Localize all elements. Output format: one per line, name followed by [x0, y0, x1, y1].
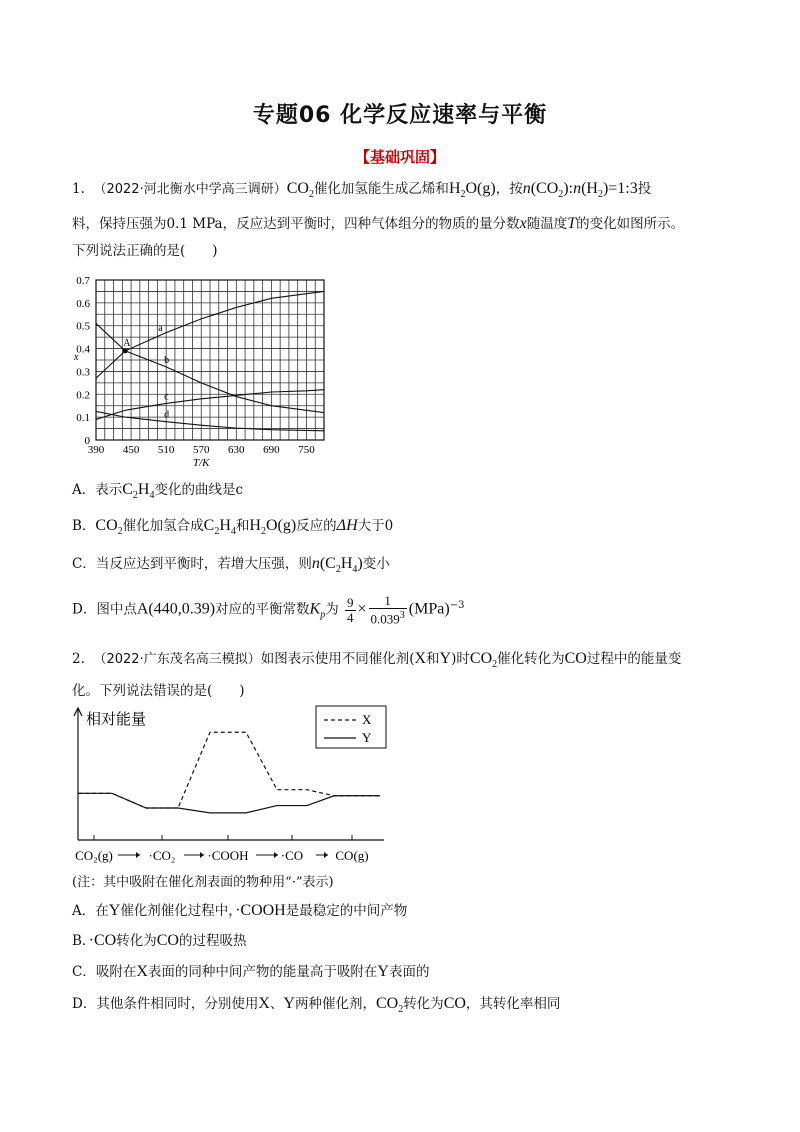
x-tick-label: 510	[157, 444, 175, 456]
q1-by: ，按	[495, 181, 523, 197]
y-tick-label: 0.6	[76, 297, 90, 310]
q1-t-var: T	[567, 215, 577, 232]
legend-label-x: X	[362, 712, 372, 727]
category-label: CO₂(g)	[75, 848, 113, 863]
y-tick-label: 0.3	[76, 366, 90, 379]
q1-stem-text: 催化加氢能生成乙烯和	[313, 181, 449, 197]
q2-option-b[interactable]: B．·CO转化为CO的过程吸热	[72, 932, 247, 949]
x-tick-label: 690	[263, 444, 280, 456]
curve-label-d: d	[164, 409, 170, 421]
category-label: ·CO₂	[148, 848, 176, 863]
x-axis-title: T/K	[192, 457, 210, 468]
energy-path-y	[78, 793, 380, 813]
q1-stem-line2: 料，保持压强为0.1 MPa，反应达到平衡时，四种气体组分的物质的量分数x随温度T的变化如图所示。	[72, 215, 685, 232]
y-tick-label: 0.7	[76, 275, 90, 287]
x-tick-label: 750	[298, 444, 315, 456]
chart-relative-energy	[66, 700, 396, 870]
category-label: ·CO	[280, 848, 304, 863]
category-label: CO(g)	[335, 848, 369, 863]
y-tick-label: 0.5	[76, 320, 90, 333]
reaction-arrow-head-icon	[274, 852, 278, 858]
y-tick-label: 0.2	[76, 389, 90, 402]
chart-mole-fraction-vs-temperature	[66, 268, 336, 468]
fraction-9-4: $\frac{9}{4}$	[347, 594, 354, 625]
q1-source: （2022·河北衡水中学高三调研）	[93, 182, 287, 197]
point-a-marker	[123, 348, 128, 353]
q2-stem-line1: 2. （2022·广东茂名高三模拟）如图表示使用不同催化剂(X和Y)时$CO_2$催化转化为CO过程中的能量变	[72, 650, 682, 671]
x-tick-label: 630	[228, 444, 245, 456]
q1-option-d[interactable]: D．图中点A(440,0.39)对应的平衡常数$K_p$为 $\frac{9}{4}$ × $\frac{1}{0.039^3}$ (MPa)$^{-3}$	[72, 593, 465, 627]
fraction-1-0039: $\frac{1}{0.039^3}$	[370, 593, 405, 627]
legend-box	[316, 706, 386, 748]
q2-option-d[interactable]: D．其他条件相同时，分别使用X、Y两种催化剂，$CO_2$转化为CO，其转化率相同	[72, 995, 561, 1016]
y-tick-label: 0	[84, 435, 90, 447]
q1-x-var: x	[519, 215, 527, 232]
section-heading: 【基础巩固】	[354, 148, 445, 166]
q1-stem-line3: 下列说法正确的是( )	[72, 243, 218, 259]
reaction-arrow-head-icon	[324, 852, 328, 858]
q1-option-a[interactable]: A．表示$C_2H_4$变化的曲线是c	[72, 481, 244, 502]
q1-option-b[interactable]: B．$CO_2$催化加氢合成$C_2H_4$和$H_2O(g)$反应的ΔH大于0	[72, 517, 394, 538]
x-tick-label: 570	[192, 444, 210, 456]
y-axis-title: x	[74, 352, 79, 363]
legend-label-y: Y	[362, 730, 372, 745]
q1-number: 1.	[72, 181, 85, 197]
curve-label-b: b	[164, 354, 170, 366]
q1-tou: 投	[637, 181, 652, 197]
y-axis-title: 相对能量	[86, 710, 147, 728]
q1-co2: $CO_2$	[286, 180, 314, 201]
q1-h2o: $H_2O(g)$	[448, 180, 496, 201]
point-a-label: A	[123, 337, 131, 349]
q2-stem-line2: 化。下列说法错误的是( )	[72, 683, 245, 699]
page-title: 专题06 化学反应速率与平衡	[252, 103, 548, 128]
curve-label-c: c	[164, 391, 169, 403]
x-tick-label: 390	[87, 444, 105, 456]
q2-note: (注：其中吸附在催化剂表面的物种用“·”表示)	[72, 875, 334, 890]
q2-option-c[interactable]: C．吸附在X表面的同种中间产物的能量高于吸附在Y表面的	[72, 963, 430, 980]
x-tick-label: 450	[122, 444, 140, 456]
category-label: ·COOH	[207, 848, 249, 863]
y-tick-label: 0.1	[76, 412, 90, 425]
y-tick-label: 0.4	[76, 343, 90, 356]
curve-label-a: a	[158, 323, 163, 335]
reaction-arrow-head-icon	[200, 852, 204, 858]
reaction-arrow-head-icon	[136, 852, 140, 858]
q1-stem-line1	[72, 178, 651, 206]
q1-ratio: $n(CO_2):n(H_2)=1:3$	[522, 180, 638, 201]
q1-option-c[interactable]: C．当反应达到平衡时，若增大压强，则$n(C_2H_4)$变小	[72, 555, 390, 576]
q2-option-a[interactable]: A．在Y催化剂催化过程中，·COOH是最稳定的中间产物	[72, 902, 408, 919]
